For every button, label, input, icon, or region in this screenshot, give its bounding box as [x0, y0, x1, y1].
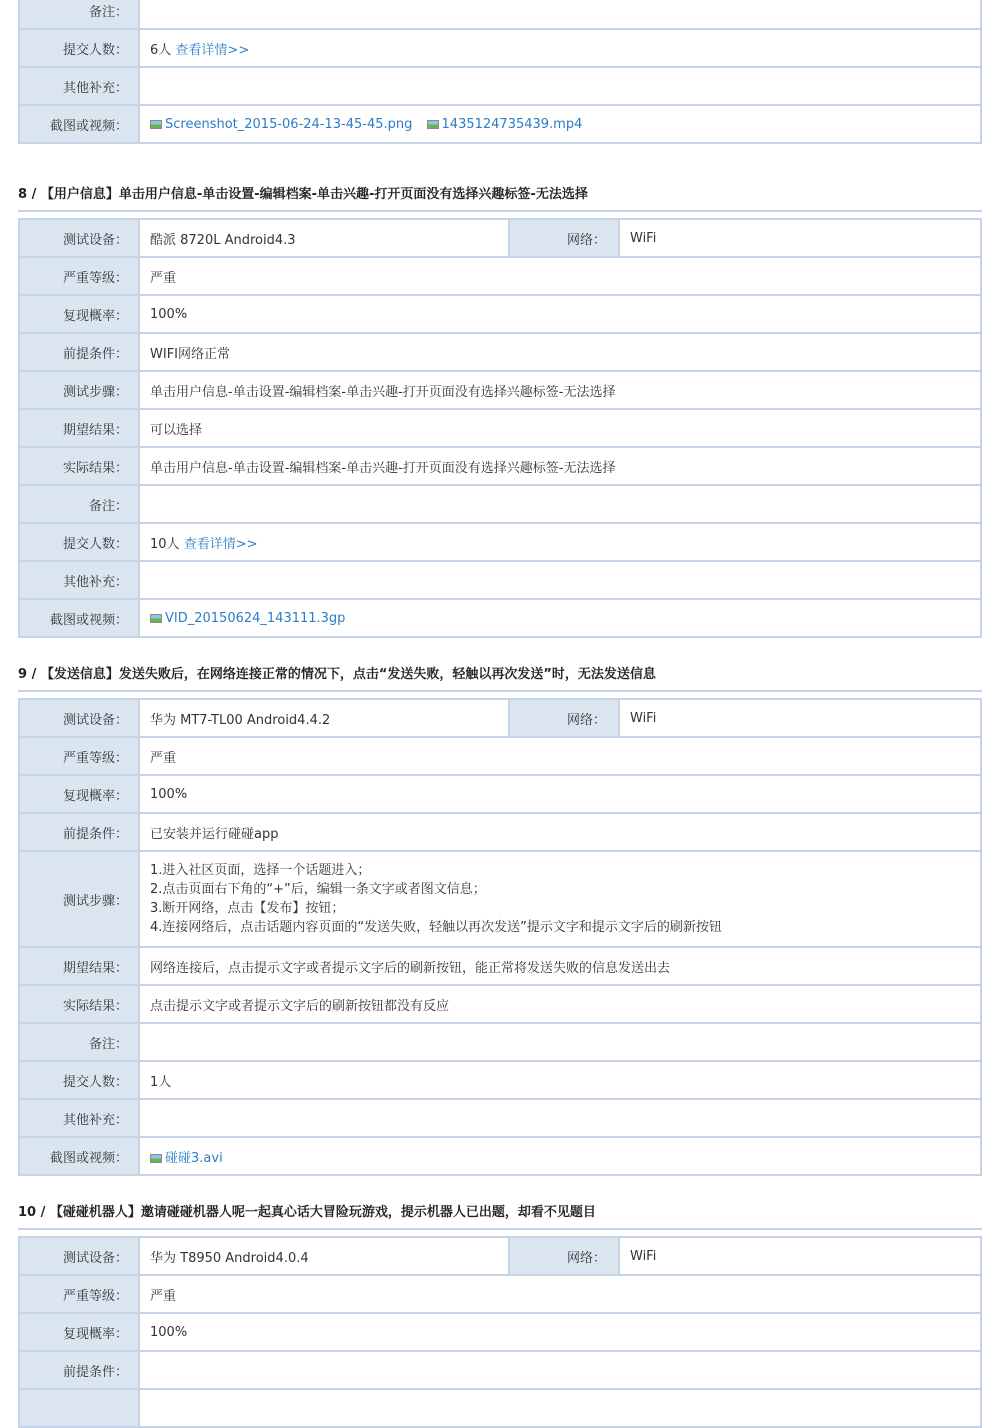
label-reproduce: 复现概率： — [19, 775, 139, 813]
row-device — [19, 219, 981, 257]
bug-heading: 10 / 【碰碰机器人】邀请碰碰机器人呢一起真心话大冒险玩游戏，提示机器人已出题，却看不见题目 — [18, 1201, 982, 1230]
row-severity — [19, 737, 981, 775]
value-network: WiFi — [619, 699, 981, 737]
row-reproduce — [19, 775, 981, 813]
label-expected: 期望结果： — [19, 409, 139, 447]
value-device: 酷派 8720L Android4.3 — [139, 219, 509, 257]
label-remark: 备注： — [19, 1023, 139, 1061]
value-expected: 网络连接后，点击提示文字或者提示文字后的刷新按钮，能正常将发送失败的信息发送出去 — [139, 947, 981, 985]
bug7-table-partial — [18, 0, 982, 144]
row-device — [19, 699, 981, 737]
label-other: 其他补充： — [19, 67, 139, 105]
label-severity: 严重等级： — [19, 257, 139, 295]
bug-heading: 8 / 【用户信息】单击用户信息-单击设置-编辑档案-单击兴趣-打开页面没有选择兴趣标签-无法选择 — [18, 183, 982, 212]
value-severity: 严重 — [139, 737, 981, 775]
value-other — [139, 561, 981, 599]
row-device — [19, 1237, 981, 1275]
label-device: 测试设备： — [19, 699, 139, 737]
value-remark — [139, 0, 981, 29]
bug-heading: 9 / 【发送信息】发送失败后，在网络连接正常的情况下，点击“发送失败，轻触以再次发送”时，无法发送信息 — [18, 663, 982, 692]
row-expected — [19, 409, 981, 447]
attachment-link[interactable]: VID_20150624_143111.3gp — [150, 611, 345, 626]
value-media — [139, 1137, 981, 1175]
value-submitters: 1人 — [139, 1061, 981, 1099]
row-precondition — [19, 813, 981, 851]
row-actual — [19, 447, 981, 485]
value-device: 华为 MT7-TL00 Android4.4.2 — [139, 699, 509, 737]
row-precondition — [19, 333, 981, 371]
value-reproduce: 100% — [139, 295, 981, 333]
step-item: 2.点击页面右下角的“+”后，编辑一条文字或者图文信息； — [150, 882, 486, 897]
label-severity: 严重等级： — [19, 737, 139, 775]
value-actual: 点击提示文字或者提示文字后的刷新按钮都没有反应 — [139, 985, 981, 1023]
value-other — [139, 67, 981, 105]
label-device: 测试设备： — [19, 1237, 139, 1275]
row-precondition — [19, 1351, 981, 1389]
value-precondition: 已安装并运行碰碰app — [139, 813, 981, 851]
row-other — [19, 67, 981, 105]
view-details-link[interactable]: 查看详情>> — [183, 536, 258, 552]
value-steps: 单击用户信息-单击设置-编辑档案-单击兴趣-打开页面没有选择兴趣标签-无法选择 — [139, 371, 981, 409]
row-empty — [19, 1389, 981, 1427]
label-reproduce: 复现概率： — [19, 295, 139, 333]
row-expected — [19, 947, 981, 985]
label-submitters: 提交人数： — [19, 29, 139, 67]
label-network: 网络： — [509, 699, 619, 737]
value-network: WiFi — [619, 1237, 981, 1275]
value-steps — [139, 851, 981, 947]
label-media: 截图或视频： — [19, 599, 139, 637]
bug9-table — [18, 698, 982, 1176]
row-media — [19, 599, 981, 637]
attachment-link[interactable]: Screenshot_2015-06-24-13-45-45.png — [150, 117, 412, 132]
value-remark — [139, 1023, 981, 1061]
bug10-table — [18, 1236, 982, 1428]
label-remark: 备注： — [19, 0, 139, 29]
value-precondition: WIFI网络正常 — [139, 333, 981, 371]
view-details-link[interactable]: 查看详情>> — [175, 42, 250, 58]
row-steps — [19, 851, 981, 947]
value-reproduce: 100% — [139, 775, 981, 813]
image-file-icon — [150, 1154, 162, 1163]
label-steps: 测试步骤： — [19, 851, 139, 947]
label-remark: 备注： — [19, 485, 139, 523]
label-other: 其他补充： — [19, 561, 139, 599]
value-severity: 严重 — [139, 1275, 981, 1313]
row-media — [19, 105, 981, 143]
label-severity: 严重等级： — [19, 1275, 139, 1313]
attachment-link[interactable]: 碰碰3.avi — [150, 1151, 223, 1166]
row-media — [19, 1137, 981, 1175]
value-cut-off — [139, 1389, 981, 1427]
label-expected: 期望结果： — [19, 947, 139, 985]
row-severity — [19, 257, 981, 295]
label-other: 其他补充： — [19, 1099, 139, 1137]
value-severity: 严重 — [139, 257, 981, 295]
bug8-table — [18, 218, 982, 638]
row-severity — [19, 1275, 981, 1313]
image-file-icon — [150, 614, 162, 623]
row-actual — [19, 985, 981, 1023]
label-precondition: 前提条件： — [19, 813, 139, 851]
row-submitters — [19, 29, 981, 67]
label-network: 网络： — [509, 219, 619, 257]
label-cut-off — [19, 1389, 139, 1427]
row-remark — [19, 0, 981, 29]
label-reproduce: 复现概率： — [19, 1313, 139, 1351]
label-steps: 测试步骤： — [19, 371, 139, 409]
image-file-icon — [150, 120, 162, 129]
label-submitters: 提交人数： — [19, 1061, 139, 1099]
row-submitters — [19, 1061, 981, 1099]
attachment-link[interactable]: 1435124735439.mp4 — [427, 117, 583, 132]
value-other — [139, 1099, 981, 1137]
step-item: 1.进入社区页面，选择一个话题进入； — [150, 863, 371, 878]
value-network: WiFi — [619, 219, 981, 257]
value-media — [139, 599, 981, 637]
row-other — [19, 1099, 981, 1137]
row-reproduce — [19, 1313, 981, 1351]
label-precondition: 前提条件： — [19, 1351, 139, 1389]
row-other — [19, 561, 981, 599]
image-file-icon — [427, 120, 439, 129]
value-remark — [139, 485, 981, 523]
label-actual: 实际结果： — [19, 985, 139, 1023]
step-item: 4.连接网络后，点击话题内容页面的“发送失败，轻触以再次发送”提示文字和提示文字后的刷新按钮 — [150, 920, 722, 935]
step-item: 3.断开网络，点击【发布】按钮； — [150, 901, 345, 916]
value-precondition — [139, 1351, 981, 1389]
label-media: 截图或视频： — [19, 1137, 139, 1175]
row-steps — [19, 371, 981, 409]
value-submitters: 10人 查看详情>> — [139, 523, 981, 561]
row-reproduce — [19, 295, 981, 333]
label-network: 网络： — [509, 1237, 619, 1275]
row-remark — [19, 485, 981, 523]
value-device: 华为 T8950 Android4.0.4 — [139, 1237, 509, 1275]
label-precondition: 前提条件： — [19, 333, 139, 371]
label-media: 截图或视频： — [19, 105, 139, 143]
label-device: 测试设备： — [19, 219, 139, 257]
label-submitters: 提交人数： — [19, 523, 139, 561]
value-actual: 单击用户信息-单击设置-编辑档案-单击兴趣-打开页面没有选择兴趣标签-无法选择 — [139, 447, 981, 485]
value-reproduce: 100% — [139, 1313, 981, 1351]
row-remark — [19, 1023, 981, 1061]
row-submitters — [19, 523, 981, 561]
value-media — [139, 105, 981, 143]
value-submitters: 6人 查看详情>> — [139, 29, 981, 67]
label-actual: 实际结果： — [19, 447, 139, 485]
value-expected: 可以选择 — [139, 409, 981, 447]
